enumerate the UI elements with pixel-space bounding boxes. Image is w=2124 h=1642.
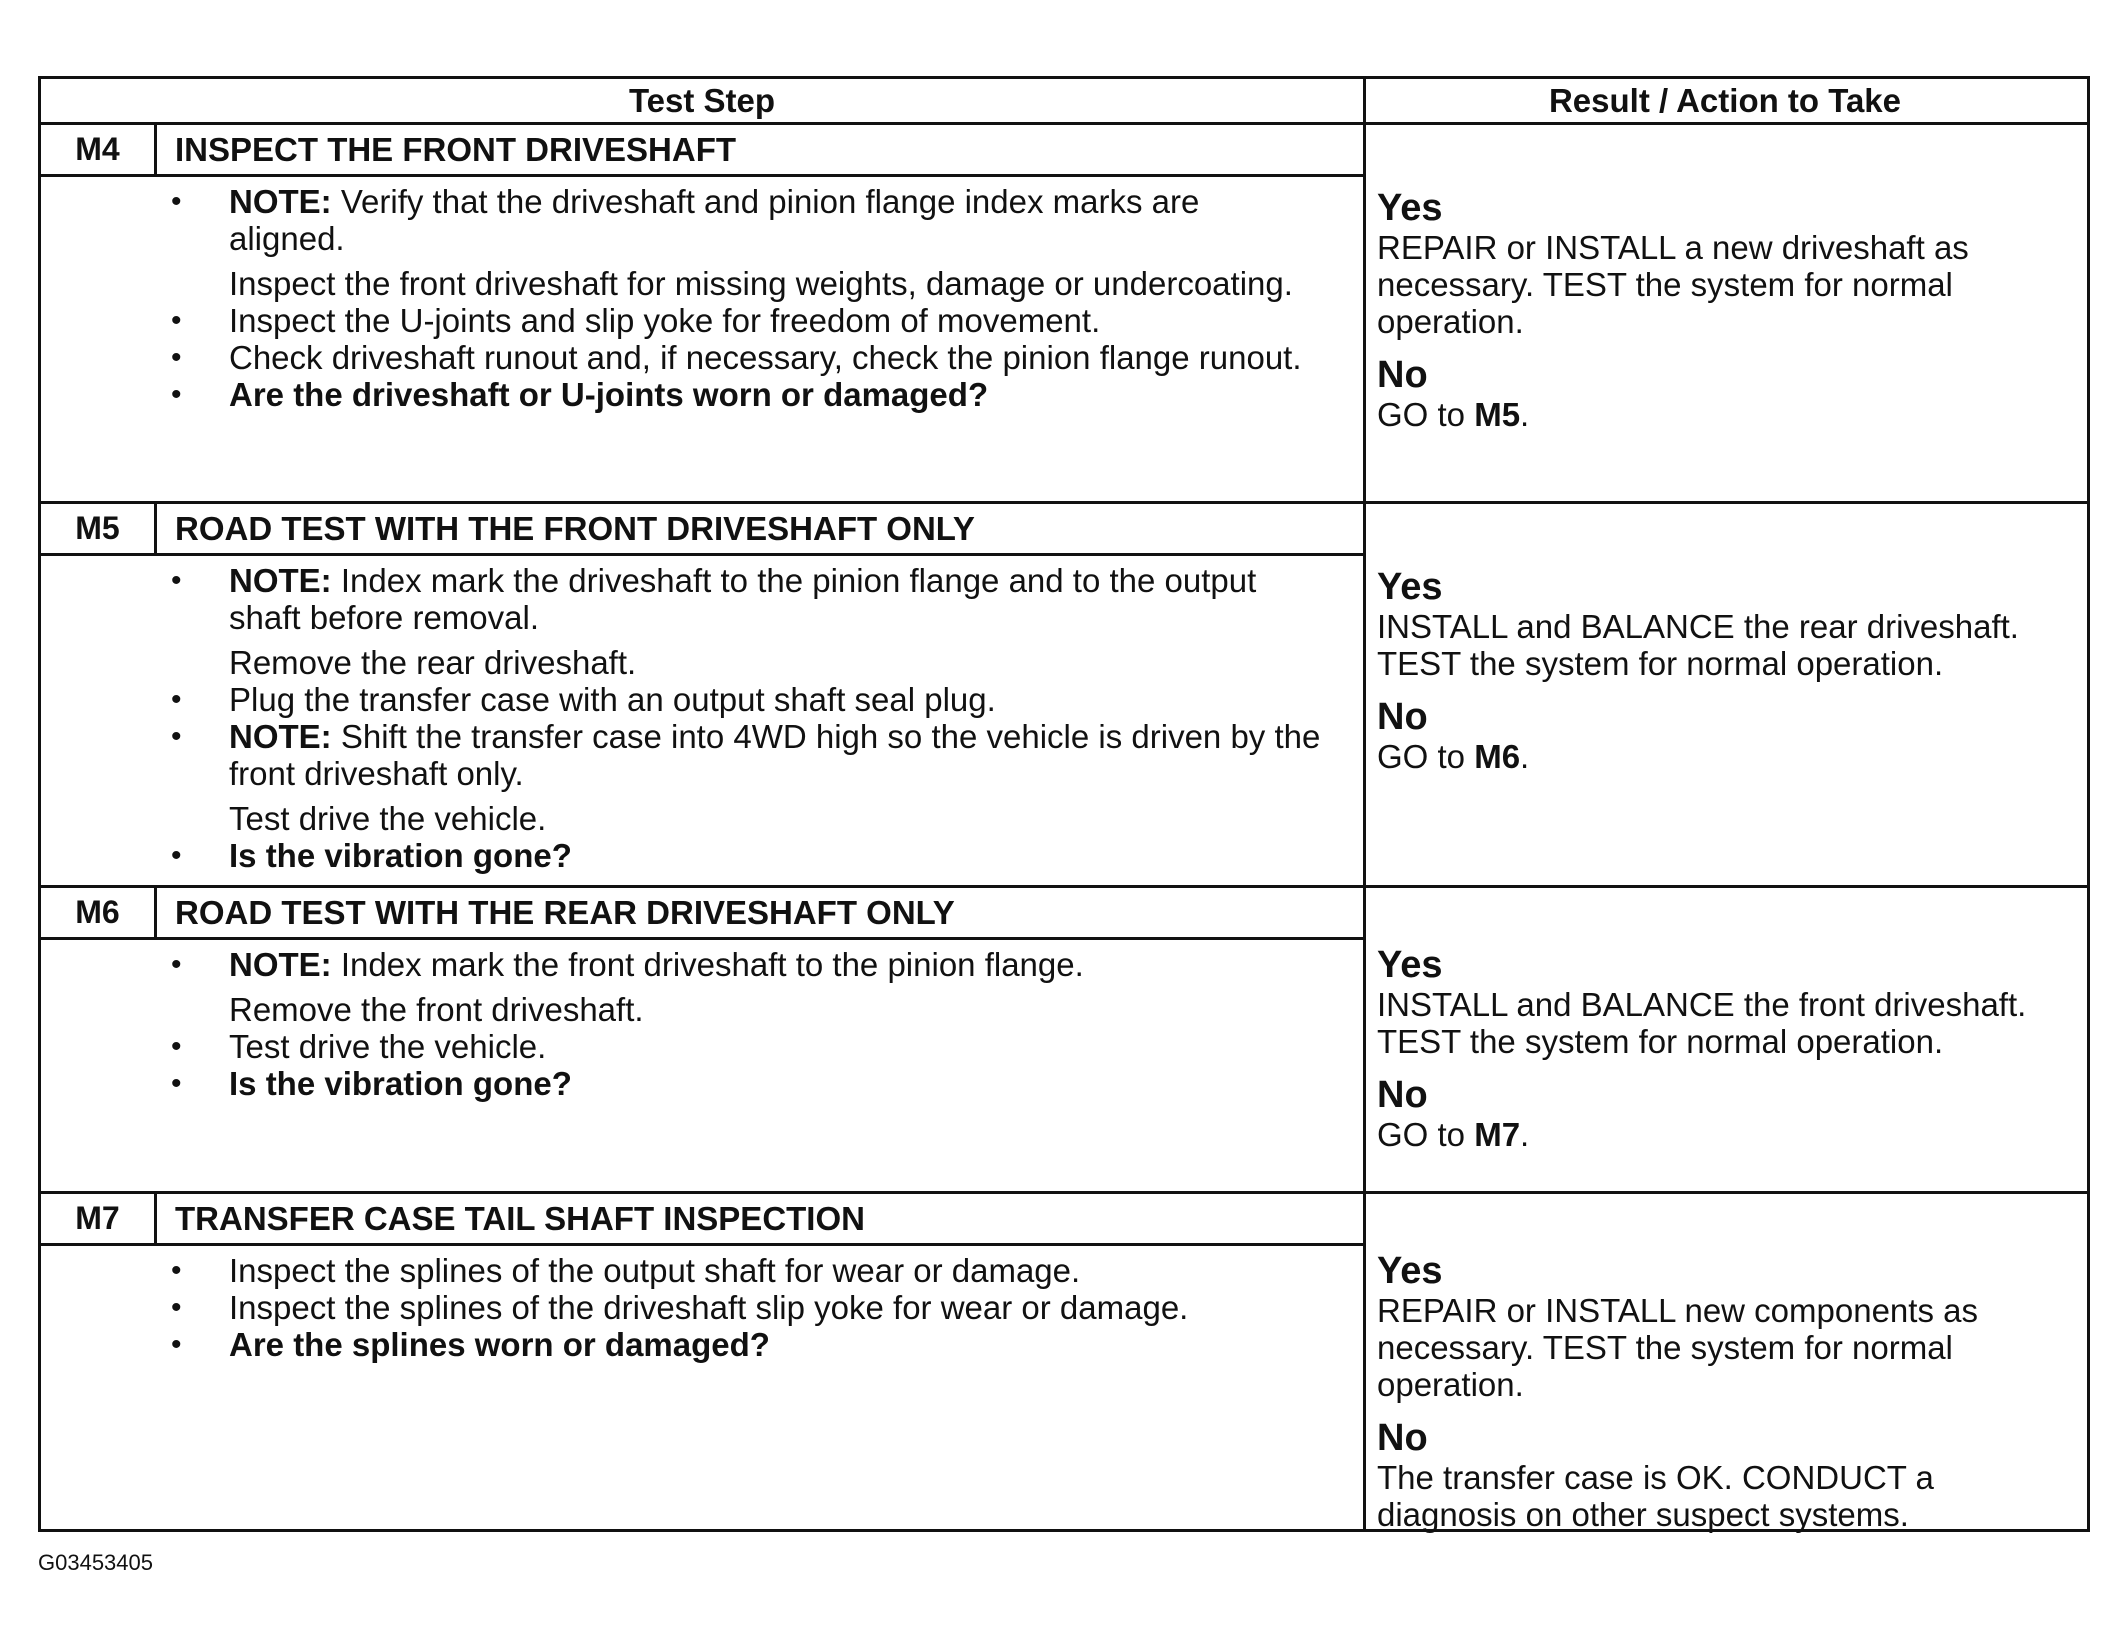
no-action-suffix: . (1520, 396, 1530, 433)
yes-label: Yes (1377, 1250, 1443, 1292)
step-block-m5 (41, 501, 2087, 885)
result-cell (1377, 187, 2077, 433)
yes-action: INSTALL and BALANCE the rear driveshaft. TEST the system for normal operation. (1377, 608, 2019, 682)
bullet-icon: • (171, 378, 182, 411)
step-title-row (41, 504, 1363, 556)
step-item (171, 946, 1323, 983)
step-reference: M5 (1474, 396, 1521, 433)
step-title: ROAD TEST WITH THE FRONT DRIVESHAFT ONLY (175, 510, 975, 547)
item-text: Inspect the splines of the driveshaft slip yoke for wear or damage. (229, 1289, 1189, 1326)
bullet-icon: • (171, 185, 182, 218)
bullet-icon: • (171, 1030, 182, 1063)
result-cell (1377, 944, 2077, 1153)
no-action (1377, 738, 2077, 775)
step-reference: M6 (1474, 738, 1521, 775)
step-item (171, 1028, 1323, 1065)
no-action (1377, 396, 2077, 433)
step-instructions (41, 940, 1363, 1102)
note-label: NOTE: (229, 946, 332, 983)
step-item (171, 1252, 1323, 1289)
question-text: Is the vibration gone? (229, 837, 572, 874)
step-item (171, 718, 1323, 792)
step-instructions (41, 556, 1363, 874)
step-title-row (41, 888, 1363, 940)
step-id: M6 (41, 888, 157, 937)
question-text: Are the driveshaft or U-joints worn or damaged? (229, 376, 989, 413)
step-reference: M7 (1474, 1116, 1521, 1153)
bullet-icon: • (171, 948, 182, 981)
step-item: Remove the front driveshaft. (229, 991, 644, 1028)
item-text: Inspect the U-joints and slip yoke for freedom of movement. (229, 302, 1101, 339)
item-text: Index mark the driveshaft to the pinion flange and to the output shaft before removal. (229, 562, 1257, 636)
step-instructions (41, 1246, 1363, 1363)
item-text: Test drive the vehicle. (229, 1028, 547, 1065)
test-step-header: Test Step (628, 82, 776, 119)
yes-action: REPAIR or INSTALL a new driveshaft as necessary. TEST the system for normal operation. (1377, 229, 1969, 340)
item-text: Index mark the front driveshaft to the pinion flange. (331, 946, 1084, 983)
step-item (171, 1065, 1323, 1102)
bullet-icon: • (171, 1067, 182, 1100)
no-action-prefix: GO to (1377, 1116, 1475, 1153)
figure-code: G03453405 (38, 1550, 153, 1575)
item-text: Check driveshaft runout and, if necessary, check the pinion flange runout. (229, 339, 1302, 376)
no-label: No (1377, 1074, 1428, 1116)
yes-action: REPAIR or INSTALL new components as necessary. TEST the system for normal operation. (1377, 1292, 1978, 1403)
question-text: Is the vibration gone? (229, 1065, 572, 1102)
step-title-row (41, 1194, 1363, 1246)
step-item (171, 339, 1323, 376)
note-label: NOTE: (229, 183, 332, 220)
step-title: ROAD TEST WITH THE REAR DRIVESHAFT ONLY (175, 894, 955, 931)
bullet-icon: • (171, 1254, 182, 1287)
no-label: No (1377, 354, 1428, 396)
no-action-suffix: . (1520, 738, 1530, 775)
yes-label: Yes (1377, 944, 1443, 986)
step-item (171, 376, 1323, 413)
table-header-row (41, 79, 2087, 125)
yes-action: INSTALL and BALANCE the front driveshaft. TEST the system for normal operation. (1377, 986, 2027, 1060)
step-item (171, 681, 1323, 718)
step-item (171, 1326, 1323, 1363)
step-item: Inspect the front driveshaft for missing weights, damage or undercoating. (229, 265, 1293, 302)
step-instructions (41, 177, 1363, 413)
step-item (171, 1289, 1323, 1326)
step-item (171, 562, 1323, 636)
item-text: Plug the transfer case with an output shaft seal plug. (229, 681, 996, 718)
yes-label: Yes (1377, 187, 1443, 229)
bullet-icon: • (171, 683, 182, 716)
step-block-m6 (41, 885, 2087, 1191)
note-label: NOTE: (229, 718, 332, 755)
step-item (171, 183, 1323, 257)
no-label: No (1377, 696, 1428, 738)
step-title-row (41, 125, 1363, 177)
bullet-icon: • (171, 564, 182, 597)
question-text: Are the splines worn or damaged? (229, 1326, 770, 1363)
step-item: Test drive the vehicle. (229, 800, 547, 837)
result-cell (1377, 1250, 2077, 1533)
step-id: M5 (41, 504, 157, 553)
no-action (1377, 1116, 2077, 1153)
item-text: Inspect the splines of the output shaft for wear or damage. (229, 1252, 1081, 1289)
yes-label: Yes (1377, 566, 1443, 608)
step-item (171, 302, 1323, 339)
result-cell (1377, 566, 2077, 775)
no-action: The transfer case is OK. CONDUCT a diagnosis on other suspect systems. (1377, 1459, 1934, 1533)
note-label: NOTE: (229, 562, 332, 599)
step-item: Remove the rear driveshaft. (229, 644, 637, 681)
diagnostic-table (38, 76, 2090, 1532)
step-id: M7 (41, 1194, 157, 1243)
step-title: TRANSFER CASE TAIL SHAFT INSPECTION (175, 1200, 865, 1237)
bullet-icon: • (171, 1291, 182, 1324)
no-label: No (1377, 1417, 1428, 1459)
step-block-m7 (41, 1191, 2087, 1533)
step-block-m4 (41, 125, 2087, 501)
bullet-icon: • (171, 720, 182, 753)
no-action-prefix: GO to (1377, 738, 1475, 775)
bullet-icon: • (171, 304, 182, 337)
no-action-suffix: . (1520, 1116, 1530, 1153)
step-id: M4 (41, 125, 157, 174)
no-action-prefix: GO to (1377, 396, 1475, 433)
item-text: Shift the transfer case into 4WD high so the vehicle is driven by the front driveshaft only. (229, 718, 1321, 792)
step-title: INSPECT THE FRONT DRIVESHAFT (175, 131, 737, 168)
bullet-icon: • (171, 839, 182, 872)
bullet-icon: • (171, 1328, 182, 1361)
item-text: Verify that the driveshaft and pinion flange index marks are aligned. (229, 183, 1200, 257)
bullet-icon: • (171, 341, 182, 374)
result-action-header: Result / Action to Take (1548, 82, 1902, 119)
step-item (171, 837, 1323, 874)
